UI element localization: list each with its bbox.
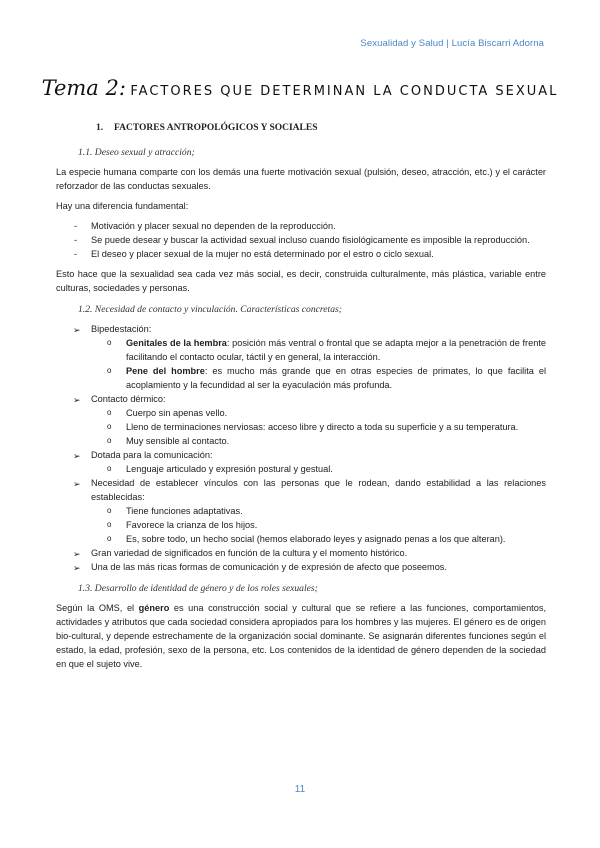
sub-list-item: o Es, sobre todo, un hecho social (hemos elaborado leyes y asignado penas a los que alteran). bbox=[107, 534, 506, 544]
circle-bullet-icon: o bbox=[107, 338, 112, 347]
arrow-bullet-icon: ➢ bbox=[73, 549, 81, 559]
circle-bullet-icon: o bbox=[107, 422, 112, 431]
circle-bullet-icon: o bbox=[107, 436, 112, 445]
list-item: ➢ Una de las más ricas formas de comunicación y de expresión de afecto que poseemos. bbox=[73, 562, 447, 573]
sub-list bbox=[91, 504, 546, 546]
list-item: ➢ Contacto dérmico: o Cuerpo sin apenas vello. o Lleno de terminaciones nerviosas: acceso libre y directo a toda su superficie y a su temperatura. o Muy sensible al contacto. bbox=[56, 392, 546, 448]
list-item: - El deseo y placer sexual de la mujer no está determinado por el estro o ciclo sexual. bbox=[74, 249, 434, 259]
subsection-heading: 1.3. Desarrollo de identidad de género y de los roles sexuales; bbox=[78, 583, 318, 594]
sub-list-item: o Genitales de la hembra: posición más ventral o frontal que se adapta mejor a la penetración de frente facilitando el contacto ocular, táctil y en general, la interacción. bbox=[107, 338, 547, 362]
paragraph: La especie humana comparte con los demás una fuerte motivación sexual (pulsión, deseo, atracción, etc.) y el carácter reforzador de las conductas sexuales. bbox=[56, 167, 546, 191]
title-text: FACTORES QUE DETERMINAN LA CONDUCTA SEXUAL bbox=[130, 84, 559, 99]
sub-list-item: o Tiene funciones adaptativas. bbox=[107, 506, 243, 516]
list-item: ➢ Bipedestación: o Genitales de la hembra: posición más ventral o frontal que se adapta mejor a la penetración de frente facilitando el contacto ocular, táctil y en general, la interacción. o Pene del hombre: es mucho más grande que en otras especies de primates, lo que facilita el acoplamiento y la fecundidad al ser la eyaculación más profunda. bbox=[73, 324, 547, 390]
dash-list bbox=[56, 219, 546, 261]
paragraph: Hay una diferencia fundamental: bbox=[56, 201, 189, 211]
circle-bullet-icon: o bbox=[107, 464, 112, 473]
list-item: - Motivación y placer sexual no dependen de la reproducción. bbox=[74, 221, 336, 231]
paragraph: Según la OMS, el género es una construcción social y cultural que se refiere a las funciones, comportamientos, actividades y atributos que cada sociedad considera apropiados para los hombres y las mujeres. El género es de origen bio-cultural, y depende estrechamente de la organización social dominante. Se asignarán diferentes funciones según el estado, la edad, profesión, sexo de la persona, etc. Los contenidos de la identidad de género dependen de la sociedad en que el sujeto vive. bbox=[56, 603, 546, 669]
paragraph: Esto hace que la sexualidad sea cada vez más social, es decir, construida culturalmente, más plástica, variable entre culturas, sociedades y personas. bbox=[56, 269, 546, 293]
dash-bullet: - bbox=[74, 235, 78, 245]
sub-list bbox=[91, 336, 546, 392]
sub-list-item: o Pene del hombre: es mucho más grande que en otras especies de primates, lo que facilita el acoplamiento y la fecundidad al ser la eyaculación más profunda. bbox=[107, 366, 547, 390]
arrow-bullet-icon: ➢ bbox=[73, 395, 81, 405]
sub-list-item: o Lleno de terminaciones nerviosas: acceso libre y directo a toda su superficie y a su temperatura. bbox=[107, 422, 519, 432]
subsection-heading: 1.1. Deseo sexual y atracción; bbox=[78, 147, 195, 158]
page-header: Sexualidad y Salud | Lucía Biscarri Adorna bbox=[360, 38, 544, 49]
sub-list-item: o Cuerpo sin apenas vello. bbox=[107, 408, 228, 418]
dash-bullet: - bbox=[74, 249, 78, 259]
section-title: FACTORES ANTROPOLÓGICOS Y SOCIALES bbox=[114, 123, 318, 133]
sub-list bbox=[91, 406, 546, 448]
document-body bbox=[56, 121, 546, 677]
circle-bullet-icon: o bbox=[107, 506, 112, 515]
sub-list bbox=[91, 462, 546, 476]
circle-bullet-icon: o bbox=[107, 534, 112, 543]
arrow-bullet-icon: ➢ bbox=[73, 479, 81, 489]
circle-bullet-icon: o bbox=[107, 366, 112, 375]
section-number: 1. bbox=[96, 123, 104, 133]
sub-list-item: o Lenguaje articulado y expresión postural y gestual. bbox=[107, 464, 333, 474]
list-item: - Se puede desear y buscar la actividad sexual incluso cuando fisiológicamente es imposible la reproducción. bbox=[74, 235, 530, 245]
title-tema: Tema 2: bbox=[41, 76, 126, 100]
list-item: ➢ Gran variedad de significados en función de la cultura y el momento histórico. bbox=[73, 548, 408, 559]
arrow-bullet-icon: ➢ bbox=[73, 325, 81, 335]
sub-list-item: o Muy sensible al contacto. bbox=[107, 436, 230, 446]
subsection-heading: 1.2. Necesidad de contacto y vinculación. Características concretas; bbox=[78, 304, 342, 315]
circle-bullet-icon: o bbox=[107, 520, 112, 529]
page-number: 11 bbox=[294, 784, 306, 795]
list-item: ➢ Dotada para la comunicación: o Lenguaje articulado y expresión postural y gestual. bbox=[56, 448, 546, 476]
list-item: ➢ Necesidad de establecer vínculos con las personas que le rodean, dando estabilidad a las relaciones establecidas: o Tiene funciones adaptativas. o Favorece la crianza de los hijos. o Es, sobre todo, un hecho social (hemos elaborado leyes y asignado penas a los que alteran). bbox=[73, 478, 546, 544]
dash-bullet: - bbox=[74, 221, 78, 231]
circle-bullet-icon: o bbox=[107, 408, 112, 417]
page-title bbox=[0, 76, 600, 100]
sub-list-item: o Favorece la crianza de los hijos. bbox=[107, 520, 258, 530]
arrow-list bbox=[56, 322, 546, 574]
arrow-bullet-icon: ➢ bbox=[73, 563, 81, 573]
arrow-bullet-icon: ➢ bbox=[73, 451, 81, 461]
section-heading bbox=[96, 121, 546, 135]
